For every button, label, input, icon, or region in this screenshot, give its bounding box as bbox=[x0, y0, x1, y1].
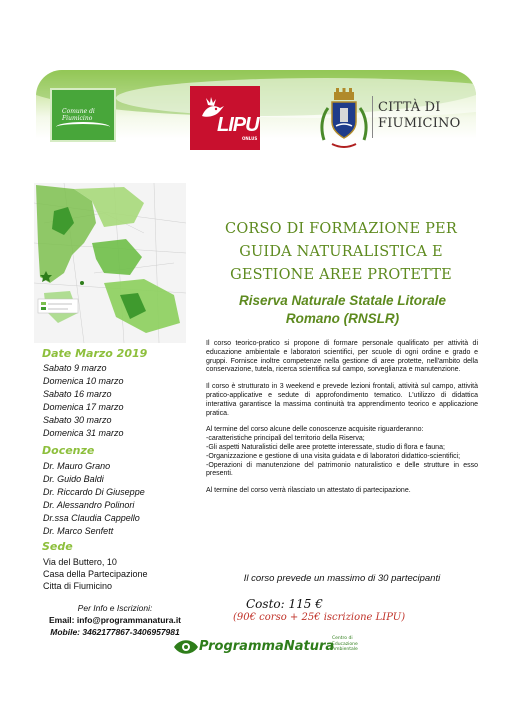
fiumicino-crest-icon bbox=[318, 88, 370, 152]
max-participants: Il corso prevede un massimo di 30 partecipanti bbox=[243, 573, 441, 584]
programmanatura-name: ProgrammaNatura bbox=[199, 639, 335, 654]
riserva-map bbox=[34, 183, 186, 343]
docenze-list bbox=[43, 460, 145, 538]
wave-icon bbox=[56, 122, 110, 132]
date-item: Domenica 31 marzo bbox=[43, 428, 124, 438]
sede-address bbox=[43, 556, 148, 592]
paragraph-intro: Il corso teorico-pratico si propone di formare personale qualificato per attività di educazione ambientale e laboratori scientifici, per scuole di ogni ordine e grado e gruppi. Fornisce inoltre competenze nella gestione di aree protette, nell'ambito della conservazione, tutela, ricerca scientifica sul campo, sorveglianza e manutenzione. bbox=[206, 340, 478, 374]
lipu-onlus: ONLUS bbox=[242, 136, 258, 141]
cost-total: Costo: 115 € bbox=[246, 597, 323, 611]
date-item: Domenica 17 marzo bbox=[43, 402, 124, 412]
paragraph-outcomes-intro: Al termine del corso alcune delle conoscenze acquisite riguarderanno: bbox=[206, 426, 424, 434]
leaf-eye-icon bbox=[172, 638, 200, 656]
ced-line-1: Centro di bbox=[332, 636, 353, 641]
outcome-item: -Gli aspetti Naturalistici delle aree protette interessate, studio di flora e fauna; bbox=[206, 443, 445, 451]
lipu-name: LIPU bbox=[217, 114, 259, 136]
ced-label bbox=[332, 636, 358, 653]
title-line-1: CORSO DI FORMAZIONE PER bbox=[225, 221, 457, 237]
date-item: Sabato 16 marzo bbox=[43, 389, 112, 399]
ced-line-2: Educazione bbox=[332, 641, 358, 647]
info-mobile[interactable]: Mobile: 3462177867-3406957981 bbox=[50, 627, 180, 637]
dates-heading: Date Marzo 2019 bbox=[42, 347, 148, 360]
outcome-item: -Operazioni di manutenzione del patrimonio naturalistico e delle strutture in esso presenti. bbox=[206, 461, 478, 478]
citta-line1: CITTÀ DI bbox=[378, 100, 441, 115]
info-email[interactable]: Email: info@programmanatura.it bbox=[48, 615, 182, 625]
paragraph-certificate: Al termine del corso verrà rilasciato un attestato di partecipazione. bbox=[206, 487, 411, 495]
paragraph-structure: Il corso è strutturato in 3 weekend e prevede lezioni frontali, attività sul campo, attività pratico-applicative e sedute di approfondimento tematico. L'utilizzo di didattica interattiva garantisce la massima continuità tra apprendimento teorico e applicazione pratica. bbox=[206, 383, 478, 417]
info-contacts bbox=[40, 602, 190, 638]
cost-detail: (90€ corso + 25€ iscrizione LIPU) bbox=[233, 612, 406, 623]
date-item: Sabato 30 marzo bbox=[43, 415, 112, 425]
course-title bbox=[196, 218, 486, 287]
citta-di-fiumicino bbox=[378, 100, 460, 132]
docente-item: Dr. Guido Baldi bbox=[43, 474, 104, 484]
outcome-item: -Organizzazione e gestione di una visita guidata e di laboratori didattico-scientifici; bbox=[206, 452, 461, 460]
programmanatura-logo bbox=[172, 636, 372, 662]
riserva-logo bbox=[50, 88, 116, 142]
lipu-logo bbox=[190, 86, 260, 150]
dates-list bbox=[43, 362, 124, 440]
docenze-heading: Docenze bbox=[42, 444, 95, 457]
ced-line-3: Ambientale bbox=[332, 647, 358, 652]
sede-line-2: Casa della Partecipazione bbox=[43, 569, 148, 579]
docente-item: Dr. Riccardo Di Giuseppe bbox=[43, 487, 145, 497]
title-line-3: GESTIONE AREE PROTETTE bbox=[230, 267, 452, 283]
sede-line-3: Citta di Fiumicino bbox=[43, 581, 113, 591]
subtitle-line-1: Riserva Naturale Statale Litorale bbox=[238, 293, 447, 308]
subtitle-line-2: Romano (RNSLR) bbox=[285, 311, 400, 326]
title-line-2: GUIDA NATURALISTICA E bbox=[239, 244, 443, 260]
course-subtitle bbox=[205, 292, 480, 328]
sede-line-1: Via del Buttero, 10 bbox=[43, 557, 117, 567]
docente-item: Dr.ssa Claudia Cappello bbox=[43, 513, 140, 523]
date-item: Domenica 10 marzo bbox=[43, 376, 124, 386]
outcome-item: -caratteristiche principali del territorio della Riserva; bbox=[206, 435, 365, 443]
citta-divider bbox=[372, 96, 373, 138]
date-item: Sabato 9 marzo bbox=[43, 363, 107, 373]
docente-item: Dr. Marco Senfett bbox=[43, 526, 114, 536]
citta-line2: FIUMICINO bbox=[378, 116, 461, 131]
info-label: Per Info e Iscrizioni: bbox=[77, 603, 153, 613]
course-description bbox=[206, 340, 478, 504]
docente-item: Dr. Mauro Grano bbox=[43, 461, 111, 471]
docente-item: Dr. Alessandro Polinori bbox=[43, 500, 135, 510]
sede-heading: Sede bbox=[42, 540, 73, 553]
riserva-logo-text: Comune di Fiumicino bbox=[62, 108, 95, 122]
